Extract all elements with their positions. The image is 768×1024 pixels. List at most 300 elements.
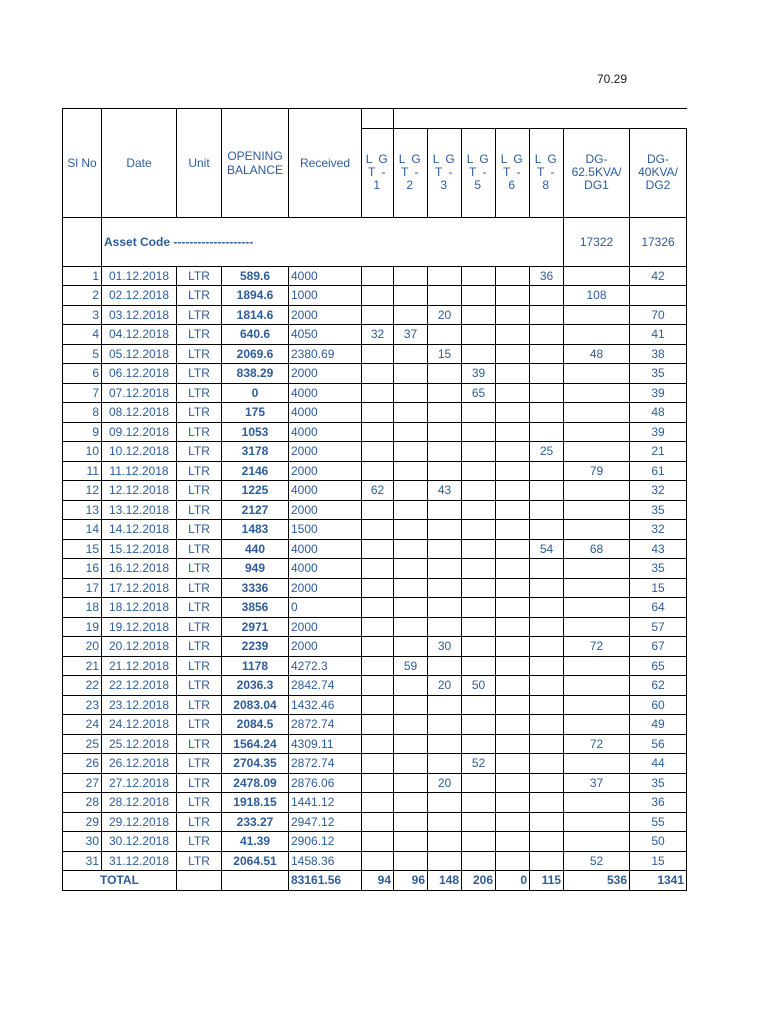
cell-open: 41.39 (222, 832, 289, 852)
table-row (63, 695, 687, 715)
cell-open: 3856 (222, 598, 289, 618)
cell-l3 (428, 325, 462, 345)
cell-recv: 4272.3 (289, 656, 362, 676)
cell-l8 (530, 715, 564, 735)
header-received: Received (289, 109, 362, 218)
cell-l5 (462, 481, 496, 501)
table-row (63, 793, 687, 813)
cell-dg2: 56 (630, 734, 687, 754)
header-opening-balance: OPENING BALANCE (222, 109, 289, 218)
cell-l8 (530, 344, 564, 364)
cell-l8 (530, 851, 564, 871)
cell-date: 10.12.2018 (102, 442, 177, 462)
cell-l3 (428, 656, 462, 676)
cell-l1 (362, 773, 394, 793)
cell-sl: 20 (63, 637, 102, 657)
table-row (63, 325, 687, 345)
fuel-register-table (62, 108, 687, 891)
cell-l1 (362, 734, 394, 754)
cell-sl: 19 (63, 617, 102, 637)
cell-l3: 20 (428, 773, 462, 793)
cell-l1 (362, 656, 394, 676)
total-l8: 115 (530, 871, 564, 891)
cell-date: 03.12.2018 (102, 305, 177, 325)
cell-recv: 2872.74 (289, 754, 362, 774)
cell-recv: 2000 (289, 442, 362, 462)
cell-open: 1178 (222, 656, 289, 676)
cell-l6 (496, 383, 530, 403)
cell-open: 3178 (222, 442, 289, 462)
cell-dg1 (564, 715, 630, 735)
cell-open: 1483 (222, 520, 289, 540)
cell-l8 (530, 578, 564, 598)
cell-l3 (428, 539, 462, 559)
cell-l8 (530, 734, 564, 754)
cell-dg2: 15 (630, 578, 687, 598)
cell-unit: LTR (177, 344, 222, 364)
cell-l1 (362, 676, 394, 696)
cell-open: 2069.6 (222, 344, 289, 364)
header-date: Date (102, 109, 177, 218)
cell-date: 23.12.2018 (102, 695, 177, 715)
cell-unit: LTR (177, 695, 222, 715)
cell-dg2: 57 (630, 617, 687, 637)
cell-unit: LTR (177, 383, 222, 403)
cell-unit: LTR (177, 286, 222, 306)
header-spacer-cell (362, 109, 394, 129)
cell-dg1 (564, 364, 630, 384)
header-dg1: DG-62.5KVA/ DG1 (564, 128, 630, 217)
cell-dg2: 32 (630, 481, 687, 501)
cell-l5 (462, 656, 496, 676)
cell-l8 (530, 325, 564, 345)
cell-l2 (394, 539, 428, 559)
cell-l6 (496, 773, 530, 793)
cell-recv: 4000 (289, 383, 362, 403)
cell-date: 27.12.2018 (102, 773, 177, 793)
cell-date: 25.12.2018 (102, 734, 177, 754)
cell-l6 (496, 500, 530, 520)
cell-open: 2064.51 (222, 851, 289, 871)
cell-recv: 2872.74 (289, 715, 362, 735)
cell-l2 (394, 617, 428, 637)
cell-open: 2084.5 (222, 715, 289, 735)
cell-date: 01.12.2018 (102, 266, 177, 286)
cell-open: 2083.04 (222, 695, 289, 715)
cell-l1 (362, 364, 394, 384)
cell-l2 (394, 344, 428, 364)
cell-l2 (394, 422, 428, 442)
cell-unit: LTR (177, 598, 222, 618)
cell-open: 1564.24 (222, 734, 289, 754)
table-row (63, 344, 687, 364)
cell-dg2: 55 (630, 812, 687, 832)
cell-date: 12.12.2018 (102, 481, 177, 501)
cell-l6 (496, 578, 530, 598)
header-lgt-5: L G T - 5 (462, 128, 496, 217)
cell-l5 (462, 442, 496, 462)
cell-l5 (462, 734, 496, 754)
cell-l6 (496, 715, 530, 735)
cell-sl: 26 (63, 754, 102, 774)
cell-sl: 27 (63, 773, 102, 793)
total-l2: 96 (394, 871, 428, 891)
table-row (63, 305, 687, 325)
cell-recv: 4000 (289, 559, 362, 579)
cell-l3 (428, 617, 462, 637)
cell-dg2: 49 (630, 715, 687, 735)
cell-l1 (362, 344, 394, 364)
cell-dg1 (564, 598, 630, 618)
cell-recv: 2000 (289, 461, 362, 481)
cell-unit: LTR (177, 773, 222, 793)
table-row (63, 851, 687, 871)
cell-l6 (496, 598, 530, 618)
cell-sl: 17 (63, 578, 102, 598)
cell-l6 (496, 364, 530, 384)
cell-sl: 7 (63, 383, 102, 403)
cell-date: 31.12.2018 (102, 851, 177, 871)
cell-dg1: 72 (564, 637, 630, 657)
table-row (63, 461, 687, 481)
cell-l6 (496, 266, 530, 286)
cell-sl: 6 (63, 364, 102, 384)
cell-date: 02.12.2018 (102, 286, 177, 306)
cell-l2 (394, 403, 428, 423)
cell-unit: LTR (177, 559, 222, 579)
cell-l8 (530, 676, 564, 696)
cell-unit: LTR (177, 656, 222, 676)
cell-dg1 (564, 325, 630, 345)
cell-dg1: 72 (564, 734, 630, 754)
table-row (63, 734, 687, 754)
cell-l2 (394, 364, 428, 384)
cell-l2 (394, 637, 428, 657)
table-row (63, 773, 687, 793)
cell-unit: LTR (177, 500, 222, 520)
cell-unit: LTR (177, 637, 222, 657)
cell-sl: 15 (63, 539, 102, 559)
cell-dg2: 70 (630, 305, 687, 325)
table-row (63, 266, 687, 286)
cell-l5 (462, 598, 496, 618)
table-row (63, 637, 687, 657)
cell-date: 17.12.2018 (102, 578, 177, 598)
cell-dg2: 35 (630, 500, 687, 520)
cell-dg1 (564, 500, 630, 520)
cell-sl: 11 (63, 461, 102, 481)
cell-l2 (394, 676, 428, 696)
cell-l6 (496, 442, 530, 462)
cell-sl: 24 (63, 715, 102, 735)
header-lgt-3: L G T - 3 (428, 128, 462, 217)
cell-date: 15.12.2018 (102, 539, 177, 559)
cell-l5 (462, 773, 496, 793)
cell-l5 (462, 832, 496, 852)
cell-l8 (530, 695, 564, 715)
cell-sl: 28 (63, 793, 102, 813)
cell-dg1: 108 (564, 286, 630, 306)
cell-date: 06.12.2018 (102, 364, 177, 384)
cell-l2 (394, 305, 428, 325)
cell-dg2: 35 (630, 364, 687, 384)
cell-l2 (394, 695, 428, 715)
cell-l2 (394, 812, 428, 832)
cell-dg2: 15 (630, 851, 687, 871)
cell-dg2: 42 (630, 266, 687, 286)
cell-l8 (530, 481, 564, 501)
cell-l6 (496, 734, 530, 754)
cell-date: 05.12.2018 (102, 344, 177, 364)
table-row (63, 383, 687, 403)
cell-l3: 30 (428, 637, 462, 657)
table-row (63, 754, 687, 774)
cell-l2 (394, 481, 428, 501)
cell-unit: LTR (177, 481, 222, 501)
cell-l1 (362, 578, 394, 598)
cell-l2 (394, 832, 428, 852)
cell-l5 (462, 286, 496, 306)
total-row (63, 871, 687, 891)
cell-l5 (462, 695, 496, 715)
cell-l2 (394, 734, 428, 754)
cell-sl: 8 (63, 403, 102, 423)
cell-dg2: 50 (630, 832, 687, 852)
cell-l2 (394, 559, 428, 579)
total-label: TOTAL (63, 871, 177, 891)
cell-l1 (362, 832, 394, 852)
cell-dg1 (564, 422, 630, 442)
cell-open: 1918.15 (222, 793, 289, 813)
header-lgt-1: L G T - 1 (362, 128, 394, 217)
cell-recv: 2000 (289, 617, 362, 637)
cell-l3 (428, 364, 462, 384)
cell-l8 (530, 617, 564, 637)
cell-unit: LTR (177, 364, 222, 384)
cell-l8 (530, 637, 564, 657)
header-unit: Unit (177, 109, 222, 218)
table-row (63, 656, 687, 676)
cell-dg1: 37 (564, 773, 630, 793)
cell-open: 233.27 (222, 812, 289, 832)
cell-recv: 2000 (289, 500, 362, 520)
cell-l5 (462, 539, 496, 559)
cell-recv: 2000 (289, 305, 362, 325)
cell-dg1 (564, 656, 630, 676)
cell-l1 (362, 461, 394, 481)
cell-sl: 2 (63, 286, 102, 306)
cell-l5 (462, 266, 496, 286)
cell-date: 24.12.2018 (102, 715, 177, 735)
cell-date: 13.12.2018 (102, 500, 177, 520)
cell-l8: 54 (530, 539, 564, 559)
cell-date: 14.12.2018 (102, 520, 177, 540)
cell-l3 (428, 559, 462, 579)
cell-l2 (394, 520, 428, 540)
cell-l1 (362, 305, 394, 325)
cell-l6 (496, 305, 530, 325)
cell-l2 (394, 286, 428, 306)
cell-dg2: 35 (630, 559, 687, 579)
cell-l3 (428, 715, 462, 735)
cell-l5 (462, 422, 496, 442)
cell-l1 (362, 266, 394, 286)
total-l1: 94 (362, 871, 394, 891)
cell-recv: 2000 (289, 637, 362, 657)
cell-open: 440 (222, 539, 289, 559)
cell-l5 (462, 617, 496, 637)
table-row (63, 422, 687, 442)
cell-sl: 23 (63, 695, 102, 715)
cell-date: 16.12.2018 (102, 559, 177, 579)
cell-l8 (530, 812, 564, 832)
cell-sl: 14 (63, 520, 102, 540)
cell-dg2: 21 (630, 442, 687, 462)
table-row (63, 520, 687, 540)
cell-l3 (428, 598, 462, 618)
cell-dg1: 68 (564, 539, 630, 559)
cell-l1 (362, 617, 394, 637)
cell-l6 (496, 539, 530, 559)
cell-date: 08.12.2018 (102, 403, 177, 423)
cell-recv: 4309.11 (289, 734, 362, 754)
cell-sl: 31 (63, 851, 102, 871)
cell-l1 (362, 793, 394, 813)
table-row (63, 286, 687, 306)
cell-l1 (362, 559, 394, 579)
cell-l2: 59 (394, 656, 428, 676)
cell-l8 (530, 559, 564, 579)
cell-l6 (496, 559, 530, 579)
cell-l3 (428, 461, 462, 481)
cell-l1 (362, 539, 394, 559)
total-dg1: 536 (564, 871, 630, 891)
cell-l1 (362, 695, 394, 715)
cell-l6 (496, 344, 530, 364)
cell-sl: 5 (63, 344, 102, 364)
cell-open: 949 (222, 559, 289, 579)
table-row (63, 559, 687, 579)
total-l6: 0 (496, 871, 530, 891)
cell-unit: LTR (177, 403, 222, 423)
cell-unit: LTR (177, 520, 222, 540)
cell-sl: 9 (63, 422, 102, 442)
cell-open: 2704.35 (222, 754, 289, 774)
cell-open: 1814.6 (222, 305, 289, 325)
cell-l6 (496, 812, 530, 832)
table-row (63, 481, 687, 501)
cell-l6 (496, 403, 530, 423)
cell-recv: 2000 (289, 578, 362, 598)
cell-l5 (462, 305, 496, 325)
cell-unit: LTR (177, 422, 222, 442)
cell-recv: 2380.69 (289, 344, 362, 364)
cell-sl: 4 (63, 325, 102, 345)
cell-unit: LTR (177, 325, 222, 345)
total-blank (222, 871, 289, 891)
cell-l3 (428, 520, 462, 540)
cell-l3 (428, 442, 462, 462)
cell-unit: LTR (177, 442, 222, 462)
cell-l5 (462, 715, 496, 735)
cell-unit: LTR (177, 832, 222, 852)
cell-dg2 (630, 286, 687, 306)
table-row (63, 832, 687, 852)
cell-l5 (462, 812, 496, 832)
cell-l8 (530, 793, 564, 813)
cell-l2 (394, 442, 428, 462)
table-row (63, 500, 687, 520)
cell-recv: 1500 (289, 520, 362, 540)
cell-dg2: 44 (630, 754, 687, 774)
cell-date: 18.12.2018 (102, 598, 177, 618)
cell-l3 (428, 500, 462, 520)
cell-open: 175 (222, 403, 289, 423)
cell-l8 (530, 383, 564, 403)
cell-l1 (362, 286, 394, 306)
asset-code-dg2: 17326 (630, 217, 687, 266)
cell-date: 21.12.2018 (102, 656, 177, 676)
cell-sl: 12 (63, 481, 102, 501)
cell-l5: 50 (462, 676, 496, 696)
cell-open: 2239 (222, 637, 289, 657)
cell-l6 (496, 637, 530, 657)
cell-open: 2127 (222, 500, 289, 520)
total-l5: 206 (462, 871, 496, 891)
total-dg2: 1341 (630, 871, 687, 891)
cell-open: 2971 (222, 617, 289, 637)
cell-unit: LTR (177, 461, 222, 481)
cell-dg1 (564, 617, 630, 637)
cell-l6 (496, 481, 530, 501)
cell-l5 (462, 461, 496, 481)
cell-dg1 (564, 754, 630, 774)
cell-recv: 4000 (289, 403, 362, 423)
cell-l2 (394, 773, 428, 793)
cell-l8 (530, 461, 564, 481)
cell-l5 (462, 520, 496, 540)
cell-date: 29.12.2018 (102, 812, 177, 832)
cell-dg1 (564, 442, 630, 462)
cell-date: 26.12.2018 (102, 754, 177, 774)
cell-l3: 20 (428, 305, 462, 325)
cell-l3 (428, 695, 462, 715)
cell-unit: LTR (177, 266, 222, 286)
cell-recv: 2947.12 (289, 812, 362, 832)
cell-l2 (394, 461, 428, 481)
cell-open: 3336 (222, 578, 289, 598)
asset-blank-cell (63, 217, 102, 266)
cell-unit: LTR (177, 754, 222, 774)
cell-recv: 2000 (289, 364, 362, 384)
cell-l3 (428, 578, 462, 598)
cell-l6 (496, 754, 530, 774)
cell-open: 2146 (222, 461, 289, 481)
cell-l6 (496, 422, 530, 442)
cell-l5 (462, 403, 496, 423)
cell-l3 (428, 793, 462, 813)
cell-recv: 1458.36 (289, 851, 362, 871)
cell-l3 (428, 383, 462, 403)
cell-l2 (394, 754, 428, 774)
cell-date: 30.12.2018 (102, 832, 177, 852)
cell-open: 1225 (222, 481, 289, 501)
asset-code-row (63, 217, 687, 266)
header-lgt-8: L G T - 8 (530, 128, 564, 217)
cell-date: 28.12.2018 (102, 793, 177, 813)
cell-dg2: 41 (630, 325, 687, 345)
cell-sl: 16 (63, 559, 102, 579)
